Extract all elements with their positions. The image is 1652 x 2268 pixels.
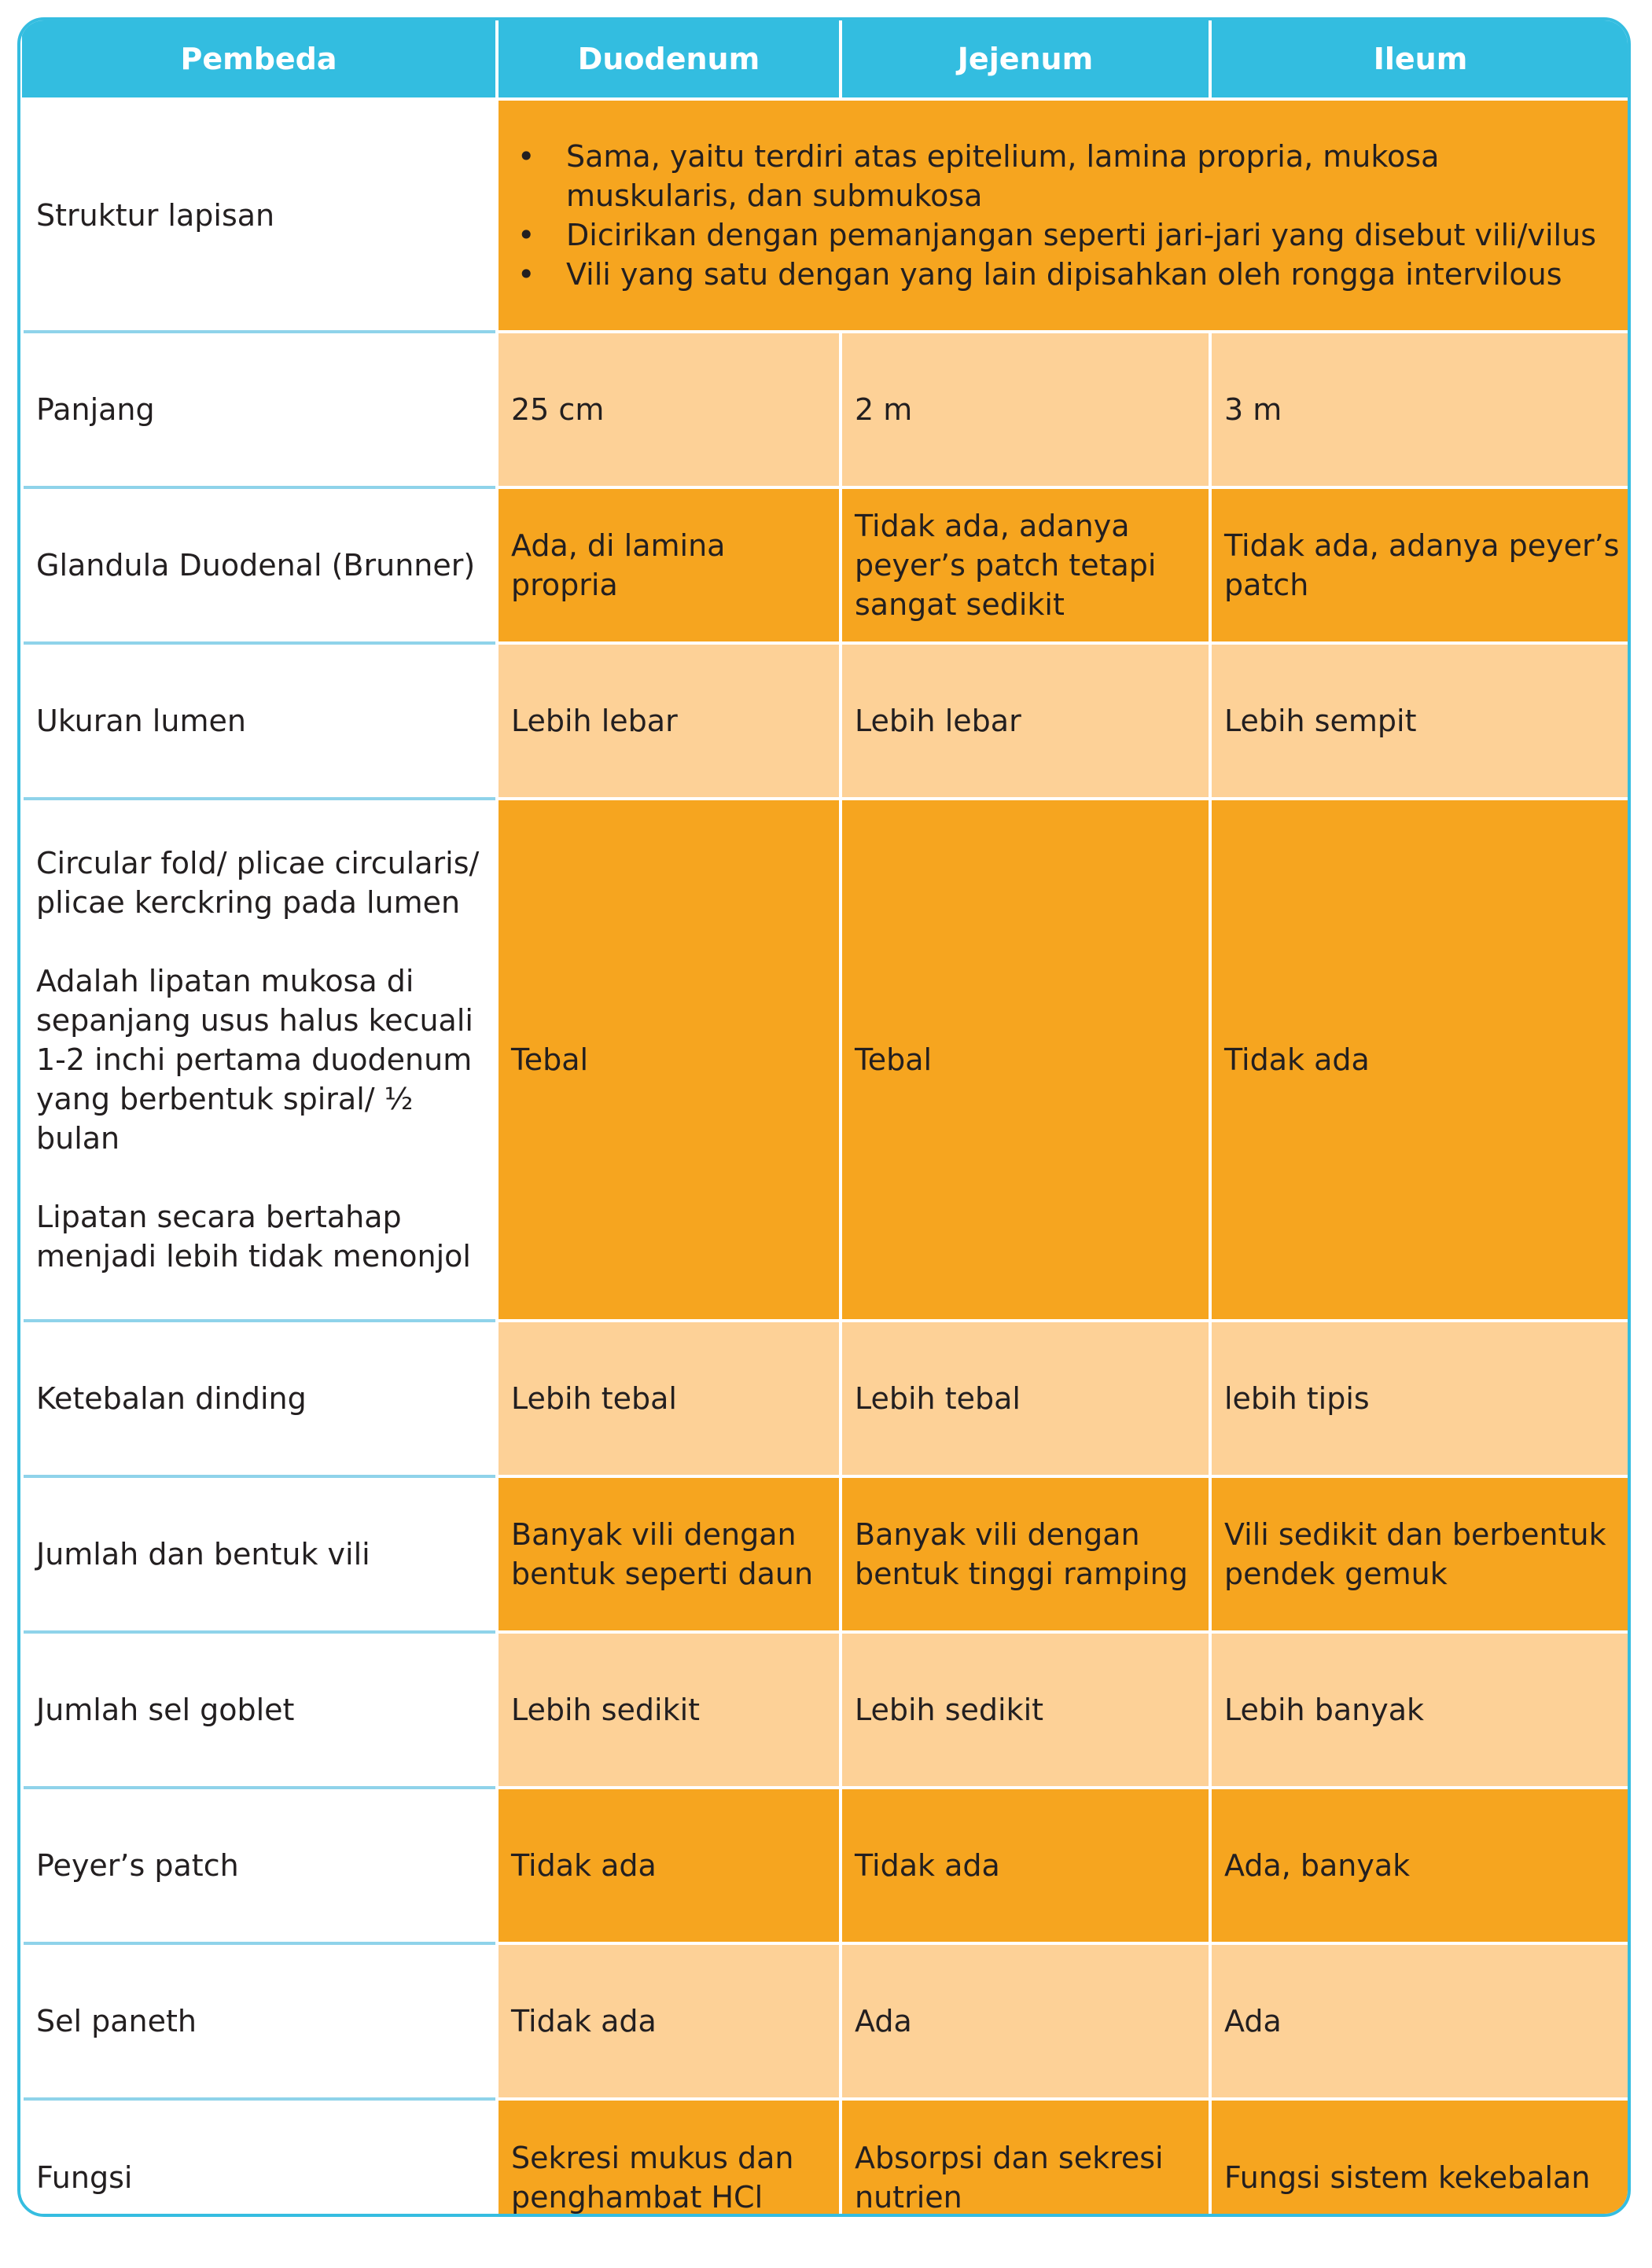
table-row: [22, 487, 1629, 643]
cell-jejenum: Tebal: [841, 799, 1210, 1321]
row-label-ketebalan: Ketebalan dinding: [22, 1321, 497, 1476]
list-item: • Vili yang satu dengan yang lain dipisahkan oleh rongga intervilous: [566, 255, 1620, 294]
row-label-peyer: Peyer’s patch: [22, 1788, 497, 1943]
cell-ileum: Vili sedikit dan berbentuk pendek gemuk: [1210, 1476, 1629, 1632]
comparison-table-frame: [17, 17, 1631, 2217]
table-row: [22, 643, 1629, 799]
cell-ileum: Ada: [1210, 1943, 1629, 2099]
table-header-row: [22, 20, 1629, 99]
cell-ileum: Ada, banyak: [1210, 1788, 1629, 1943]
cell-jejenum: Tidak ada: [841, 1788, 1210, 1943]
cell-duodenum: Banyak vili dengan bentuk seperti daun: [497, 1476, 841, 1632]
cell-ileum: Lebih banyak: [1210, 1632, 1629, 1788]
struktur-bullet-list: [511, 137, 1620, 294]
cell-ileum: Lebih sempit: [1210, 643, 1629, 799]
cell-ileum: 3 m: [1210, 332, 1629, 487]
list-item: • Dicirikan dengan pemanjangan seperti jari-jari yang disebut vili/vilus: [566, 215, 1620, 255]
cell-duodenum: Lebih sedikit: [497, 1632, 841, 1788]
cell-jejenum: Lebih sedikit: [841, 1632, 1210, 1788]
header-pembeda: Pembeda: [22, 20, 497, 99]
table-row: [22, 332, 1629, 487]
circular-label-title: Circular fold/ plicae circularis/ plicae kerckring pada lumen: [36, 846, 480, 920]
table-row: [22, 1788, 1629, 1943]
cell-duodenum: Lebih lebar: [497, 643, 841, 799]
table-row: [22, 99, 1629, 332]
table-row: [22, 799, 1629, 1321]
cell-jejenum: Ada: [841, 1943, 1210, 2099]
cell-ileum: Tidak ada: [1210, 799, 1629, 1321]
table-row: [22, 1943, 1629, 2099]
cell-jejenum: Banyak vili dengan bentuk tinggi ramping: [841, 1476, 1210, 1632]
header-jejenum: Jejenum: [841, 20, 1210, 99]
circular-label-definition: Adalah lipatan mukosa di sepanjang usus halus kecuali 1-2 inchi pertama duodenum yang berbentuk spiral/ ½ bulan: [36, 964, 473, 1156]
row-label-paneth: Sel paneth: [22, 1943, 497, 2099]
cell-duodenum: Tidak ada: [497, 1943, 841, 2099]
cell-jejenum: Lebih lebar: [841, 643, 1210, 799]
cell-ileum: Fungsi sistem kekebalan: [1210, 2099, 1629, 2217]
table-row: [22, 1476, 1629, 1632]
row-label-circular: [22, 799, 497, 1321]
circular-label-note: Lipatan secara bertahap menjadi lebih tidak menonjol: [36, 1200, 471, 1274]
header-duodenum: Duodenum: [497, 20, 841, 99]
cell-jejenum: Lebih tebal: [841, 1321, 1210, 1476]
cell-duodenum: Lebih tebal: [497, 1321, 841, 1476]
table-row: [22, 2099, 1629, 2217]
row-label-struktur: Struktur lapisan: [22, 99, 497, 332]
row-label-vili: Jumlah dan bentuk vili: [22, 1476, 497, 1632]
cell-duodenum: Tidak ada: [497, 1788, 841, 1943]
cell-duodenum: Sekresi mukus dan penghambat HCl: [497, 2099, 841, 2217]
cell-duodenum: Tebal: [497, 799, 841, 1321]
cell-ileum: lebih tipis: [1210, 1321, 1629, 1476]
row-label-lumen: Ukuran lumen: [22, 643, 497, 799]
row-label-glandula: Glandula Duodenal (Brunner): [22, 487, 497, 643]
list-item: • Sama, yaitu terdiri atas epitelium, lamina propria, mukosa muskularis, dan submukosa: [566, 137, 1620, 215]
cell-jejenum: Tidak ada, adanya peyer’s patch tetapi sangat sedikit: [841, 487, 1210, 643]
cell-jejenum: 2 m: [841, 332, 1210, 487]
table-row: [22, 1632, 1629, 1788]
comparison-table: [20, 20, 1629, 2217]
cell-duodenum: Ada, di lamina propria: [497, 487, 841, 643]
cell-ileum: Tidak ada, adanya peyer’s patch: [1210, 487, 1629, 643]
struktur-merged-cell: [497, 99, 1629, 332]
row-label-panjang: Panjang: [22, 332, 497, 487]
row-label-fungsi: Fungsi: [22, 2099, 497, 2217]
table-row: [22, 1321, 1629, 1476]
cell-duodenum: 25 cm: [497, 332, 841, 487]
row-label-goblet: Jumlah sel goblet: [22, 1632, 497, 1788]
header-ileum: Ileum: [1210, 20, 1629, 99]
cell-jejenum: Absorpsi dan sekresi nutrien: [841, 2099, 1210, 2217]
